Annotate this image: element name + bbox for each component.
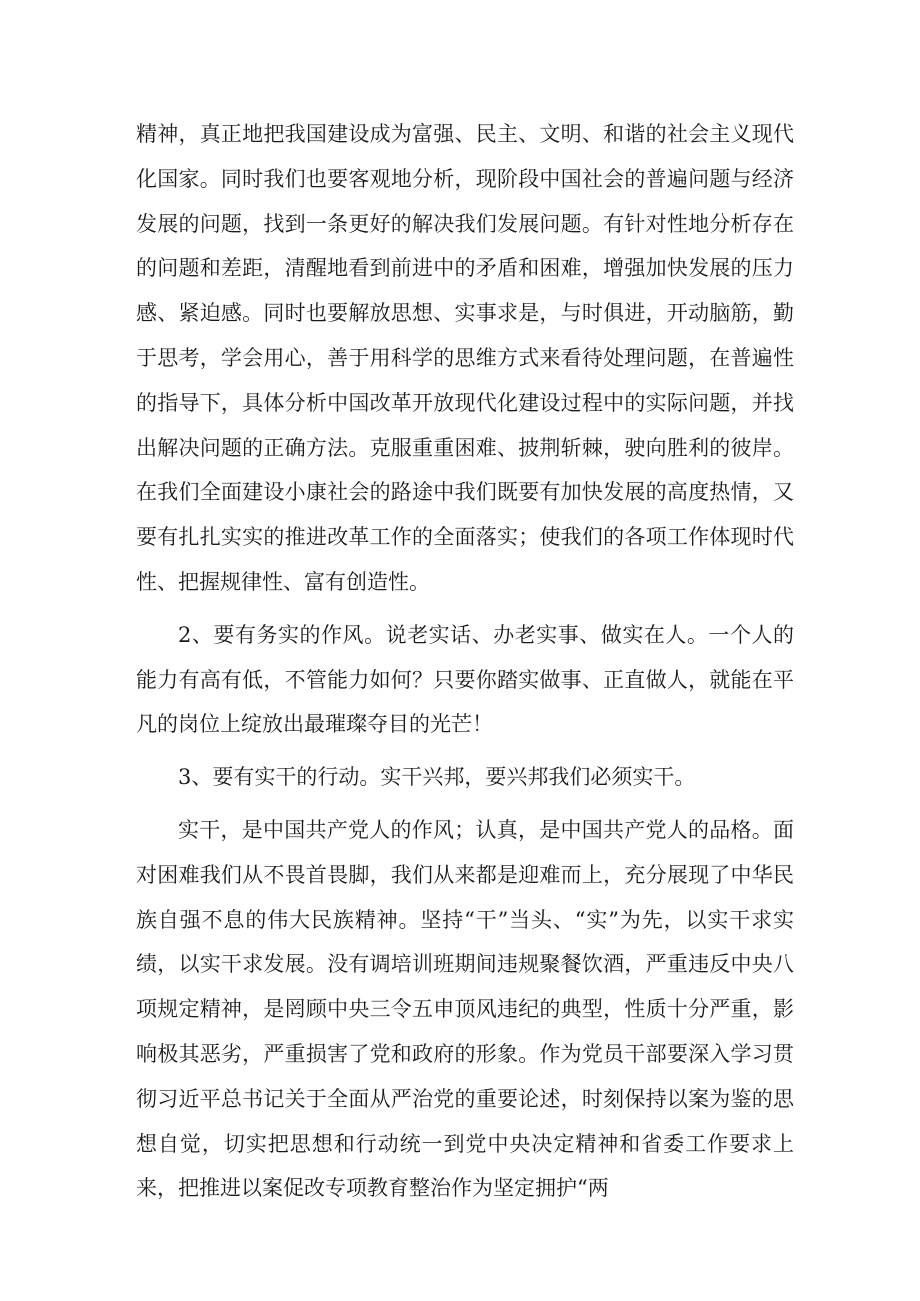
- paragraph-continuation: 精神，真正地把我国建设成为富强、民主、文明、和谐的社会主义现代化国家。同时我们也要客观地分析，现阶段中国社会的普遍问题与经济发展的问题，找到一条更好的解决我们发展问题。有针对性地分析存在的问题和差距，清醒地看到前进中的矛盾和困难，增强加快发展的压力感、紧迫感。同时也要解放思想、实事求是，与时俱进，开动脑筋，勤于思考，学会用心，善于用科学的思维方式来看待处理问题，在普遍性的指导下，具体分析中国改革开放现代化建设过程中的实际问题，并找出解决问题的正确方法。克服重重困难、披荆斩棘，驶向胜利的彼岸。在我们全面建设小康社会的路途中我们既要有加快发展的高度热情，又要有扎扎实实的推进改革工作的全面落实；使我们的各项工作体现时代性、把握规律性、富有创造性。: [136, 122, 794, 594]
- paragraph-item-3: 3、要有实干的行动。实干兴邦，要兴邦我们必须实干。: [178, 765, 696, 790]
- paragraph-body: 实干，是中国共产党人的作风；认真，是中国共产党人的品格。面对困难我们从不畏首畏脚，我们从来都是迎难而上，充分展现了中华民族自强不息的伟大民族精神。坚持“干”当头、“实”为先，以实干求实绩，以实干求发展。没有调培训班期间违规聚餐饮酒，严重违反中央八项规定精神，是罔顾中央三令五申顶风违纪的典型，性质十分严重，影响极其恶劣，严重损害了党和政府的形象。作为党员干部要深入学习贯彻习近平总书记关于全面从严治党的重要论述，时刻保持以案为鉴的思想自觉，切实把思想和行动统一到党中央决定精神和省委工作要求上来，把推进以案促改专项教育整治作为坚定拥护“两: [136, 817, 794, 1201]
- body-text: [136, 112, 794, 1211]
- paragraph-item-2: 2、要有务实的作风。说老实话、办老实事、做实在人。一个人的能力有高有低，不管能力如何？只要你踏实做事、正直做人，就能在平凡的岗位上绽放出最璀璨夺目的光芒！: [136, 622, 794, 737]
